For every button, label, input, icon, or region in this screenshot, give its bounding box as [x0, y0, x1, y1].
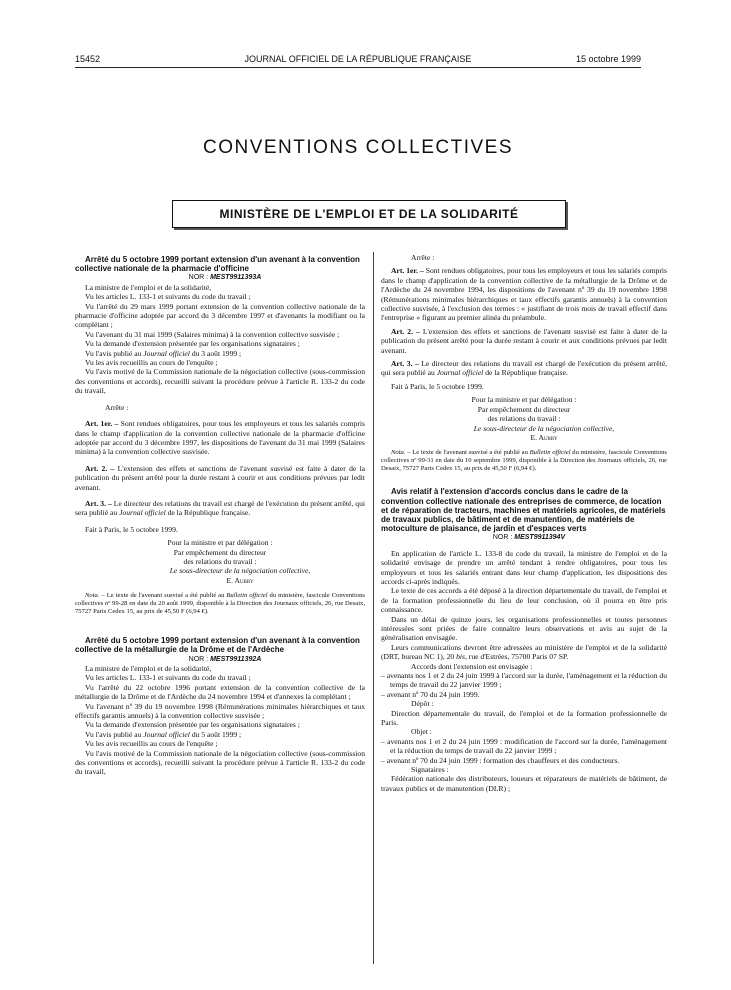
avis-title: Avis relatif à l'extension d'accords conclus dans le cadre de la convention collective nationale des entreprises de commerce, de location et de réparation de tracteurs, machines et matériels agricoles, de matériels de travaux publics, de bâtiment et de manutention, de matériels de motoculture de plaisance, de jardin et d'espaces verts — [381, 487, 666, 534]
signature-line: des relations du travail : — [487, 414, 561, 424]
list-item: – avenant nº 70 du 24 juin 1999 : formation des chauffeurs et des conducteurs. — [381, 755, 620, 765]
text: du ministère, fascicule Conventions collectives nº 99-28 en date du 20 août 1999, disponible à la Direction des Journaux officiels, 26, rue Desaix, 75727 Paris Cedex 15, au prix de 45,50 F (6,94 €). — [75, 592, 365, 616]
article-1 — [381, 266, 667, 322]
text: Vu l'avis publié au — [85, 729, 142, 739]
text: du 3 août 1999 ; — [191, 348, 242, 358]
journal-ref: Journal officiel — [436, 368, 484, 378]
paragraph: Le texte de ces accords a été déposé à la direction départementale du travail, de l'emploi et de la formation professionnelle du lieu de leur conclusion, où il pourra en être pris connaissance. — [381, 586, 667, 615]
signature-date: Fait à Paris, le 5 octobre 1999. — [391, 381, 484, 391]
article-label: Art. 2. – — [85, 463, 115, 473]
paragraph — [381, 643, 667, 662]
nor-reference — [75, 655, 365, 664]
article-label: Art. 2. – — [391, 326, 420, 336]
paragraph: Fédération nationale des distributeurs, loueurs et réparateurs de matériels de bâtiment, de travaux publics et de manutention (DLR) ; — [381, 774, 667, 793]
text: du 5 août 1999 ; — [191, 729, 242, 739]
paragraph: Vu les avis recueillis au cours de l'enquête ; — [85, 739, 218, 749]
paragraph — [75, 730, 365, 739]
paragraph: Vu l'avenant nº 39 du 19 novembre 1998 (Rémunérations minimales hiérarchiques et taux effectifs garantis annuels) à la convention collective susvisée ; — [75, 701, 365, 721]
page-number: 15452 — [75, 54, 101, 64]
text: Leurs communications devront être adressées au ministère de l'emploi et de la solidarité (DRT, bureau NC 1), 20 — [381, 642, 667, 662]
paragraph: Vu l'avenant du 31 mai 1999 (Salaires minima) à la convention collective susvisée ; — [85, 329, 340, 339]
paragraph: La ministre de l'emploi et de la solidarité, — [85, 282, 212, 292]
paragraph: Dans un délai de quinze jours, les organisations professionnelles et toutes personnes intéressées sont priées de faire connaître leurs observations et avis au sujet de la généralisation envisagée. — [381, 614, 667, 643]
journal-name: JOURNAL OFFICIEL DE LA RÉPUBLIQUE FRANÇAISE — [244, 54, 472, 64]
text-italic: bis, — [456, 652, 467, 662]
signataires-label: Signataires : — [411, 765, 449, 775]
journal-ref: Journal officiel — [143, 348, 190, 358]
nor-label: NOR : — [492, 534, 513, 542]
paragraph: Vu la demande d'extension présentée par les organisations signataires ; — [85, 720, 300, 730]
text: Sont rendues obligatoires, pour tous les employeurs et tous les salariés compris dans le champ d'application de la convention collective nationale de la pharmacie d'officine adoptée par accord du 3 décembre 1997, les dispositions de l'avenant du 31 mai 1999 (Salaires minima) à la convention collective susvisée. — [75, 419, 365, 457]
paragraph: Direction départementale du travail, de l'emploi et de la formation professionnelle de Paris. — [381, 708, 667, 728]
issue-date: 15 octobre 1999 — [575, 54, 641, 64]
paragraph: Vu l'arrêté du 29 mars 1999 portant extension de la convention collective nationale de la pharmacie d'officine adoptée par accord du 3 décembre 1997 et d'avenants la modifiant ou la complétant ; — [75, 301, 365, 330]
nota-label: Nota. — [85, 592, 100, 600]
text: – Le texte de l'avenant susvisé a été publié au — [99, 592, 225, 600]
text: rue d'Estrées, 75700 Paris 07 SP. — [468, 652, 569, 662]
article-2 — [381, 327, 667, 355]
paragraph: Vu la demande d'extension présentée par les organisations signataires ; — [85, 339, 300, 349]
accords-label: Accords dont l'extension est envisagée : — [411, 661, 533, 671]
paragraph: Vu l'avis motivé de la Commission nationale de la négociation collective (sous-commission des conventions et accords), recueilli suivant la procédure prévue à l'article R. 133-2 du code du travail, — [75, 367, 365, 396]
text: L'extension des effets et sanctions de l'avenant susvisé est faite à dater de la publication du présent arrêté pour la durée restant à courir et aux conditions prévues par ledit avenant. — [75, 463, 365, 492]
header-rule — [75, 67, 641, 68]
text: Sont rendues obligatoires, pour tous les employeurs et tous les salariés compris dans le champ d'application de la convention collective de la métallurgie de la Drôme et de l'Ardèche du 24 novembre 1994, les dispositions de l'avenant nº 39 du 19 novembre 1998 (Rémunérations minimales hiérarchiques et taux effectifs garantis annuels) à la convention collective susvisée, à l'exclusion des termes : « justifiant de trois mois de travail effectif dans l'entreprise » figurant au premier alinéa du préambule. — [381, 266, 667, 323]
paragraph: En application de l'article L. 133-8 du code du travail, la ministre de l'emploi et de la solidarité envisage de prendre un arrêté tendant à rendre obligatoires, pour tous les employeurs et tous les salariés entrant dans leur champ d'application, les dispositions des accords ci-après indiqués. — [381, 548, 667, 586]
signatory: E. Aubry — [530, 432, 558, 442]
article-label: Art. 3. – — [391, 359, 419, 369]
signature-title — [381, 424, 667, 433]
article-2 — [75, 464, 365, 492]
section-title: CONVENTIONS COLLECTIVES — [202, 137, 514, 158]
bulletin-ref: Bulletin officiel — [529, 449, 571, 457]
signature-line: des relations du travail : — [183, 556, 257, 566]
text: Le directeur des relations du travail est chargé de l'exécution du présent arrêté, qui sera publié au — [381, 359, 667, 378]
text: L'extension des effets et sanctions de l'avenant susvisé est faite à dater de la publication du présent arrêté pour la durée restant à courir et aux conditions prévues par ledit avenant. — [381, 326, 667, 355]
signature-name — [75, 576, 365, 585]
signature-title — [75, 566, 365, 575]
text: Vu l'avis publié au — [85, 348, 142, 358]
paragraph: Vu les avis recueillis au cours de l'enquête ; — [85, 358, 218, 368]
text: Le directeur des relations du travail est chargé de l'exécution du présent arrêté, qui sera publié au — [75, 498, 366, 518]
article-label: Art. 3. – — [85, 498, 112, 508]
arrete-label: Arrête : — [105, 402, 129, 412]
paragraph: Vu les articles L. 133-1 et suivants du code du travail ; — [85, 673, 251, 683]
ministry-box: MINISTÈRE DE L'EMPLOI ET DE LA SOLIDARITÉ — [172, 200, 566, 228]
list-item: – avenants nos 1 et 2 du 24 juin 1999 : modification de l'accord sur la durée, l'aménagement et la réduction du temps de travail du 22 janvier 1999 ; — [381, 736, 667, 756]
paragraph: Vu l'avis motivé de la Commission nationale de la négociation collective (sous-commission des conventions et accords), recueilli suivant la procédure prévue à l'article R. 133-2 du code du travail, — [75, 748, 365, 777]
nor-label: NOR : — [188, 274, 209, 282]
text: de la République française. — [167, 508, 251, 518]
article-label: Art. 1er. – — [85, 419, 119, 429]
signature-line: Par empêchement du directeur — [173, 547, 267, 557]
signature-line: Par empêchement du directeur — [477, 404, 571, 414]
depot-label: Dépôt : — [411, 699, 434, 709]
text: – Le texte de l'avenant susvisé a été publié au — [405, 449, 528, 457]
journal-ref: Journal officiel — [143, 729, 190, 739]
nor-label: NOR : — [188, 655, 209, 663]
right-column — [381, 253, 667, 793]
article-1 — [75, 419, 365, 457]
list-item: – avenants nos 1 et 2 du 24 juin 1999 à l'accord sur la durée, l'aménagement et la réduction du temps de travail du 22 janvier 1999 ; — [381, 671, 667, 690]
nor-code: MEST9911394V — [514, 534, 566, 542]
article-3 — [381, 359, 667, 378]
signature-line: Pour la ministre et par délégation : — [471, 395, 577, 405]
arrete-label: Arrête : — [411, 253, 435, 262]
nor-reference — [75, 273, 365, 282]
nor-code: MEST9911392A — [210, 655, 262, 663]
list-item: – avenant nº 70 du 24 juin 1999. — [381, 689, 480, 699]
signature-role: Le sous-directeur de la négociation collective, — [169, 566, 311, 576]
article-3 — [75, 499, 365, 518]
signatory: E. Aubry — [226, 575, 254, 585]
nota-label: Nota. — [391, 449, 406, 457]
left-column — [75, 255, 365, 777]
objet-label: Objet : — [411, 727, 432, 737]
nor-reference — [381, 533, 667, 542]
article-title: Arrêté du 5 octobre 1999 portant extension d'un avenant à la convention collective nationale de la pharmacie d'officine — [75, 255, 360, 274]
nota — [75, 592, 365, 616]
signature-name — [381, 433, 667, 442]
article-label: Art. 1er. – — [391, 266, 424, 276]
nota — [381, 449, 667, 473]
paragraph: Vu l'arrêté du 22 octobre 1996 portant extension de la convention collective de la métallurgie de la Drôme et de l'Ardèche du 24 novembre 1994 et d'annexes la complétant ; — [75, 682, 365, 702]
article-title: Arrêté du 5 octobre 1999 portant extension d'un avenant à la convention collective de la métallurgie de la Drôme et de l'Ardèche — [75, 636, 360, 655]
signature-date: Fait à Paris, le 5 octobre 1999. — [85, 524, 178, 534]
text: du ministère, fascicule Conventions collectives nº 99-31 en date du 10 septembre 1999, disponible à la Direction des Journaux officiels, 26, rue Desaix, 75727 Paris Cedex 15, au prix de 45,50 F (6,94 €). — [381, 449, 667, 473]
paragraph: Vu les articles L. 133-1 et suivants du code du travail ; — [85, 292, 251, 302]
signature-role: Le sous-directeur de la négociation collective, — [473, 423, 615, 433]
column-divider — [373, 252, 374, 964]
journal-ref: Journal officiel — [119, 508, 166, 518]
bulletin-ref: Bulletin officiel — [226, 592, 268, 600]
paragraph: La ministre de l'emploi et de la solidarité, — [85, 664, 212, 673]
running-header — [75, 52, 641, 66]
paragraph — [75, 349, 365, 358]
text: de la République française. — [485, 368, 568, 378]
signature-line: Pour la ministre et par délégation : — [167, 538, 273, 548]
nor-code: MEST9911393A — [210, 274, 262, 282]
